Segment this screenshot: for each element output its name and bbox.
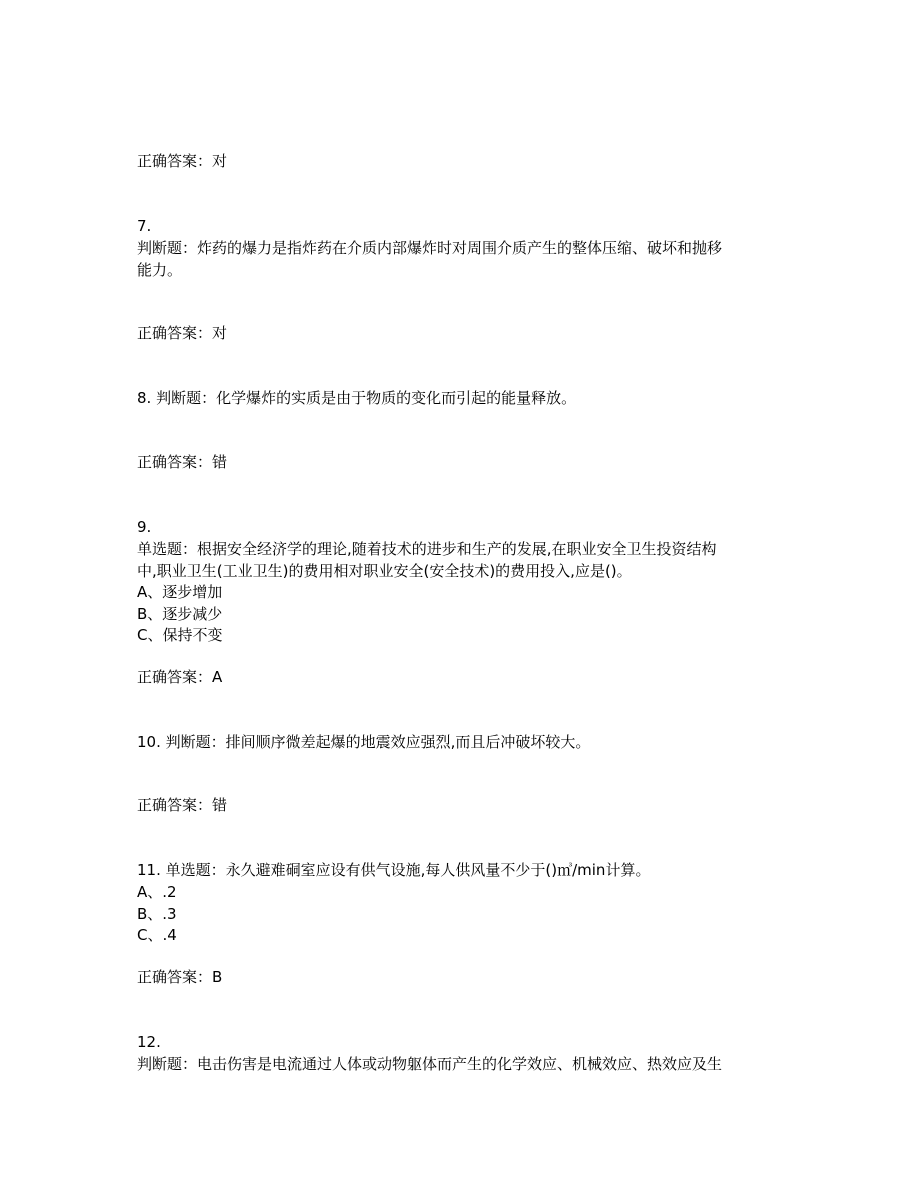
question-text: 判断题：炸药的爆力是指炸药在介质内部爆炸时对周围介质产生的整体压缩、破坏和抛移 bbox=[137, 239, 723, 257]
option-b: B、.3 bbox=[137, 905, 177, 923]
question-number: 7. bbox=[137, 217, 152, 235]
question-number: 9. bbox=[137, 518, 152, 536]
option-a: A、逐步增加 bbox=[137, 583, 223, 601]
question-text: 中,职业卫生(工业卫生)的费用相对职业安全(安全技术)的费用投入,应是()。 bbox=[137, 562, 632, 580]
question-text: 10. 判断题：排间顺序微差起爆的地震效应强烈,而且后冲破坏较大。 bbox=[137, 733, 591, 751]
option-a: A、.2 bbox=[137, 883, 177, 901]
answer-line: 正确答案：A bbox=[137, 668, 223, 686]
question-number: 12. bbox=[137, 1033, 161, 1051]
question-text: 11. 单选题：永久避难硐室应设有供气设施,每人供风量不少于()㎥/min计算。 bbox=[137, 861, 651, 879]
question-text: 8. 判断题：化学爆炸的实质是由于物质的变化而引起的能量释放。 bbox=[137, 389, 577, 407]
option-c: C、保持不变 bbox=[137, 626, 223, 644]
answer-line: 正确答案：对 bbox=[137, 152, 228, 170]
answer-line: 正确答案：错 bbox=[137, 796, 228, 814]
answer-line: 正确答案：B bbox=[137, 968, 223, 986]
question-text: 判断题：电击伤害是电流通过人体或动物躯体而产生的化学效应、机械效应、热效应及生 bbox=[137, 1055, 723, 1073]
option-c: C、.4 bbox=[137, 926, 177, 944]
question-text: 单选题：根据安全经济学的理论,随着技术的进步和生产的发展,在职业安全卫生投资结构 bbox=[137, 540, 717, 558]
question-text: 能力。 bbox=[137, 261, 183, 279]
answer-line: 正确答案：错 bbox=[137, 453, 228, 471]
answer-line: 正确答案：对 bbox=[137, 324, 228, 342]
option-b: B、逐步减少 bbox=[137, 605, 223, 623]
